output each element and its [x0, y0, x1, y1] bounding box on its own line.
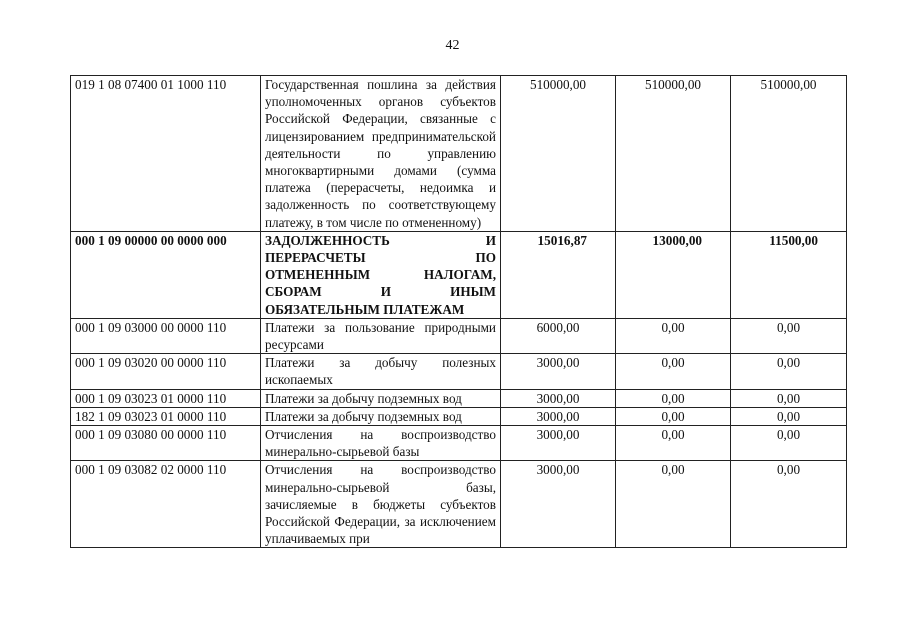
page-number: 42 [445, 38, 460, 53]
amount-year1-cell: 3000,00 [501, 354, 616, 389]
income-name-cell: Отчисления на воспроизводство минерально-сырьевой базы [261, 426, 501, 461]
budget-code-cell: 000 1 09 03082 02 0000 110 [71, 461, 261, 548]
income-name-cell: Государственная пошлина за действия уполномоченных органов субъектов Российской Федерации, связанные с лицензированием предпринимательской деятельности по управлению многоквартирными домами (сумма платежа (перерасчеты, недоимка и задолженность по соответствующему платежу, в том числе по отмененному) [261, 76, 501, 232]
amount-year2-cell: 13000,00 [616, 231, 731, 318]
income-name-cell: ЗАДОЛЖЕННОСТЬ И ПЕРЕРАСЧЕТЫ ПО ОТМЕНЕННЫМ НАЛОГАМ, СБОРАМ И ИНЫМ ОБЯЗАТЕЛЬНЫМ ПЛАТЕЖАМ [261, 231, 501, 318]
budget-code-cell: 000 1 09 03000 00 0000 110 [71, 318, 261, 353]
amount-year1-cell: 510000,00 [501, 76, 616, 232]
amount-year1-cell: 3000,00 [501, 407, 616, 425]
budget-code-cell: 000 1 09 03023 01 0000 110 [71, 389, 261, 407]
table-row [71, 76, 847, 232]
budget-code-cell: 000 1 09 00000 00 0000 000 [71, 231, 261, 318]
amount-year3-cell: 11500,00 [731, 231, 847, 318]
table-row [71, 389, 847, 407]
budget-code-cell: 000 1 09 03080 00 0000 110 [71, 426, 261, 461]
amount-year2-cell: 0,00 [616, 318, 731, 353]
amount-year1-cell: 3000,00 [501, 389, 616, 407]
table-row [71, 354, 847, 389]
amount-year2-cell: 0,00 [616, 407, 731, 425]
amount-year2-cell: 510000,00 [616, 76, 731, 232]
budget-code-cell: 019 1 08 07400 01 1000 110 [71, 76, 261, 232]
budget-table [70, 75, 847, 548]
amount-year2-cell: 0,00 [616, 426, 731, 461]
table-row [71, 318, 847, 353]
amount-year3-cell: 0,00 [731, 389, 847, 407]
amount-year2-cell: 0,00 [616, 461, 731, 548]
income-name-cell: Платежи за добычу подземных вод [261, 407, 501, 425]
table-row [71, 231, 847, 318]
amount-year1-cell: 15016,87 [501, 231, 616, 318]
amount-year3-cell: 510000,00 [731, 76, 847, 232]
amount-year3-cell: 0,00 [731, 426, 847, 461]
amount-year2-cell: 0,00 [616, 389, 731, 407]
amount-year3-cell: 0,00 [731, 354, 847, 389]
budget-table-body [71, 76, 847, 548]
income-name-cell: Платежи за пользование природными ресурсами [261, 318, 501, 353]
amount-year3-cell: 0,00 [731, 461, 847, 548]
budget-code-cell: 182 1 09 03023 01 0000 110 [71, 407, 261, 425]
budget-code-cell: 000 1 09 03020 00 0000 110 [71, 354, 261, 389]
amount-year1-cell: 6000,00 [501, 318, 616, 353]
table-row [71, 461, 847, 548]
table-row [71, 407, 847, 425]
table-row [71, 426, 847, 461]
amount-year2-cell: 0,00 [616, 354, 731, 389]
income-name-cell: Платежи за добычу полезных ископаемых [261, 354, 501, 389]
income-name-cell: Отчисления на воспроизводство минерально-сырьевой базы, зачисляемые в бюджеты субъектов Российской Федерации, за исключением уплачиваемых при [261, 461, 501, 548]
amount-year1-cell: 3000,00 [501, 461, 616, 548]
amount-year3-cell: 0,00 [731, 407, 847, 425]
income-name-cell: Платежи за добычу подземных вод [261, 389, 501, 407]
amount-year3-cell: 0,00 [731, 318, 847, 353]
amount-year1-cell: 3000,00 [501, 426, 616, 461]
